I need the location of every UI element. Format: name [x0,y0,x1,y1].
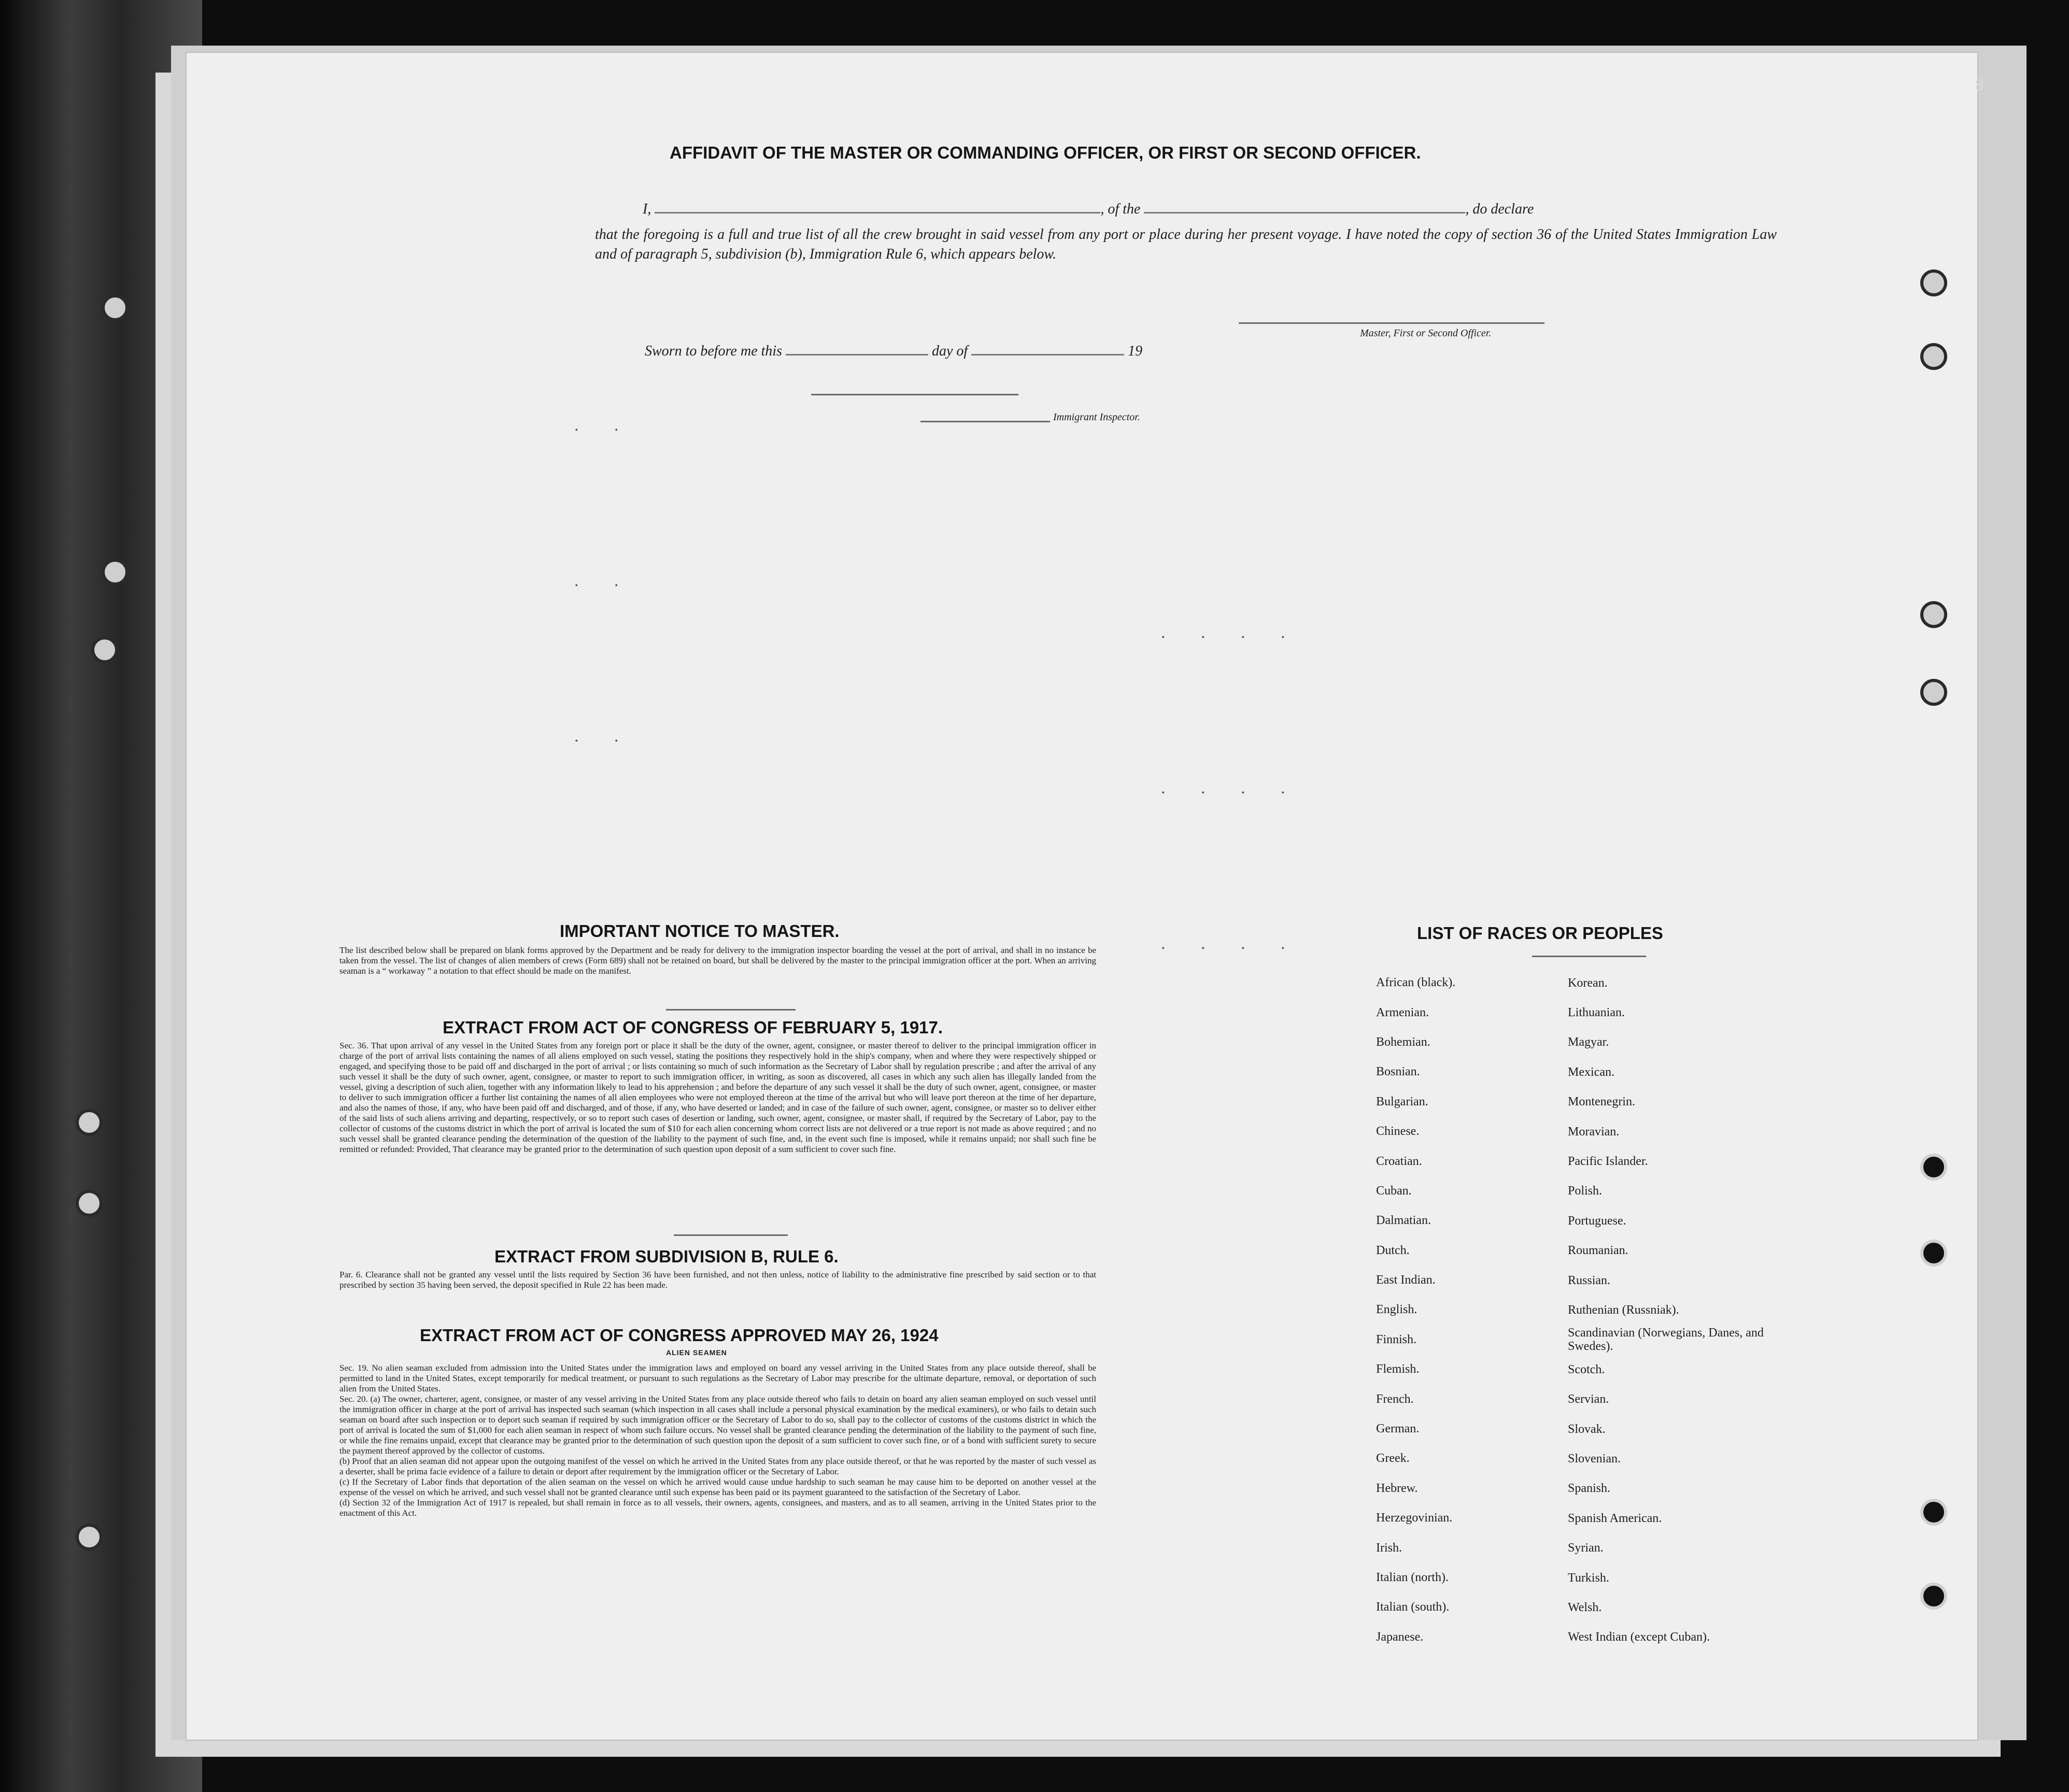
race-row [1376,1325,1785,1355]
margin-mark: 8 [1975,77,1983,94]
signature-line [1239,322,1544,324]
sworn-line [645,343,1142,360]
binder-hole [76,1524,103,1551]
race-right: Russian. [1568,1273,1611,1287]
binder-hole [76,1190,103,1217]
race-right: Spanish. [1568,1482,1611,1496]
race-left: Italian (south). [1376,1600,1450,1614]
do-declare-text: , do declare [1465,201,1534,217]
race-row [1376,998,1785,1027]
race-right: Welsh. [1568,1600,1602,1614]
extract-1924-title: EXTRACT FROM ACT OF CONGRESS APPROVED MAY 26, 1924 [420,1326,939,1345]
race-row [1376,1563,1785,1592]
race-row [1376,1236,1785,1265]
punch-hole [1920,1154,1947,1181]
race-right: Moravian. [1568,1125,1620,1139]
of-the-text: , of the [1100,201,1141,217]
sworn-day-blank[interactable] [786,354,928,355]
section-20d: (d) Section 32 of the Immigration Act of 1917 is repealed, but shall remain in force as to all vessels, their owners, agents, consignees, and masters, and as to all seamen, arriving in the United States prior to the enactment of this Act. [339,1498,1096,1518]
race-right: Scotch. [1568,1362,1605,1376]
race-left: African (black). [1376,976,1456,990]
binder-hole [76,1109,103,1136]
race-row [1376,1057,1785,1087]
manifest-page [187,53,1983,1740]
race-row [1376,1355,1785,1384]
punch-hole [1920,601,1947,628]
binder-hole [102,294,129,321]
sworn-before: Sworn to before me this [645,343,782,359]
race-left: Cuban. [1376,1184,1412,1198]
race-row [1376,1384,1785,1414]
race-row [1376,1028,1785,1057]
race-left: Japanese. [1376,1630,1424,1644]
section-19: Sec. 19. No alien seaman excluded from admission into the United States under the immigration laws and employed on board any vessel arriving in the United States from any place outside thereof, shall be permitted to land in the United States, except temporarily for medical treatment, or pursuant to such regulations as the Secretary of Labor may prescribe for the ultimate departure, removal, or deportation of such alien from the United States. [339,1363,1096,1393]
extract-rule6-text: Par. 6. Clearance shall not be granted any vessel until the lists required by Section 36 have been furnished, and not then unless, notice of liability to the administrative fine prescribed by said section or to that prescribed by section 35 having been served, the deposit specified in Rule 22 has been made. [339,1270,1096,1290]
race-right: Scandinavian (Norwegians, Danes, and Swedes). [1568,1326,1764,1354]
vessel-blank[interactable] [1144,212,1465,214]
race-row [1376,1176,1785,1206]
section-20a: Sec. 20. (a) The owner, charterer, agent, consignee, or master of any vessel arriving in the United States from any place outside thereof who fails to detain on board any alien seaman employed on such vessel until the immigration officer in charge at the port of arrival has inspected such seaman (which inspection in all cases shall include a personal physical examination by the medical examiners), or who fails to detain such seaman on board after such inspection or to deport such seaman if required by such immigration officer or the Secretary of Labor to do so, shall pay to the collector of customs of the customs district in which the port of arrival is located the sum of $1,000 for each alien seaman in respect of whom such failure occurs. No vessel shall be granted clearance pending the determination of the liability to the payment of such fine, or while the fine remains unpaid, except that clearance may be granted prior to the determination of such question upon the deposit of a sum sufficient to cover such fine, or of a bond with sufficient surety to secure the payment thereof approved by the collector of customs. [339,1394,1096,1456]
race-left: Bosnian. [1376,1065,1420,1079]
binder-hole [102,559,129,586]
rule [674,1234,788,1236]
race-right: Turkish. [1568,1571,1609,1585]
binder-hole [91,636,118,663]
extract-1917-text: Sec. 36. That upon arrival of any vessel in the United States from any foreign port or place it shall be the duty of the owner, agent, consignee, or master thereof to deliver to the principal immigration officer in charge of the port of arrival lists containing the names of all aliens employed on such vessel, stating the positions they respectively hold in the ship's company, when and where they were respectively shipped or engaged, and specifying those to be paid off and discharged in the port of arrival ; or lists containing so much of such information as the Secretary of Labor shall by regulation prescribe ; and after the arrival of any such vessel it shall be the duty of such owner, agent, consignee, or master to report to such immigration officer, in writing, as soon as discovered, all cases in which any such alien has illegally landed from the vessel, giving a description of such alien, together with any information likely to lead to his apprehension ; and before the departure of any such vessel it shall be the duty of such owner, agent, consignee, or master to deliver to such immigration officer a further list containing the names of all alien employees who were not employed thereon at the time of the arrival but who will leave port thereon at the time of her departure, and also the names of those, if any, who have been paid off and discharged, and of those, if any, who have deserted or landed; and in case of the failure of such owner, agent, consignee, or master so to deliver either of the said lists of such aliens arriving and departing, respectively, or so to report such cases of desertion or landing, such owner, agent, consignee, or master shall, if required by the Secretary of Labor, pay to the collector of customs of the customs district in which the port of arrival is located the sum of $10 for each alien concerning whom correct lists are not delivered or a true report is not made as above required ; and no such vessel shall be granted clearance pending the determination of the question of the liability to the payment of such fine, and, in the event such fine is imposed, while it remains unpaid; nor shall such fine be remitted or refunded: Provided, That clearance may be granted prior to the determination of such question upon deposit of a sum sufficient to cover such fine. [339,1041,1096,1154]
bleed-through-dots: . . . . [1161,778,1301,798]
bleed-through-dots: . . [574,727,634,746]
bleed-through-dots: . . . . [1161,623,1301,642]
extract-1924-text [339,1363,1096,1518]
race-right: Spanish American. [1568,1511,1662,1525]
race-right: Syrian. [1568,1541,1604,1555]
race-row [1376,1533,1785,1562]
race-left: Bulgarian. [1376,1094,1428,1108]
bleed-through-dots: . . . . [1161,934,1301,953]
race-row [1376,1146,1785,1176]
race-left: Hebrew. [1376,1481,1418,1495]
race-left: Greek. [1376,1452,1410,1466]
race-left: Flemish. [1376,1362,1420,1376]
punch-hole [1920,679,1947,706]
race-left: East Indian. [1376,1273,1436,1287]
punch-hole [1920,1499,1947,1526]
race-right: Roumanian. [1568,1244,1628,1258]
inspector-line [920,421,1050,422]
inspector-label: Immigrant Inspector. [1053,411,1140,423]
race-row [1376,1623,1785,1652]
race-left: Irish. [1376,1541,1402,1555]
race-row [1376,1503,1785,1533]
punch-hole [1920,269,1947,296]
races-table [1376,968,1785,1652]
race-right: Mexican. [1568,1065,1614,1079]
race-right: Servian. [1568,1392,1609,1406]
notice-text: The list described below shall be prepared on blank forms approved by the Department and be ready for delivery to the immigration inspector boarding the vessel at the port of arrival, and shall in no instance be taken from the vessel. The list of changes of alien members of crews (Form 689) shall not be retained on board, but shall be delivered by the master to the principal immigration officer at the port. When an arriving seaman is a “ workaway ” a notation to that effect should be made on the manifest. [339,945,1096,976]
rule [666,1009,796,1011]
section-20c: (c) If the Secretary of Labor finds that deportation of the alien seaman on the vessel on which he arrived would cause undue hardship to such seaman he may cause him to be deported on another vessel at the expense of the vessel on which he arrived, and such vessel shall not be granted clearance until such expense has been paid or its payment guaranteed to the satisfaction of the Secretary of Labor. [339,1477,1096,1497]
race-row [1376,1295,1785,1325]
race-right: Pacific Islander. [1568,1155,1648,1169]
race-left: Dutch. [1376,1243,1410,1257]
race-row [1376,1117,1785,1146]
race-right: Montenegrin. [1568,1095,1635,1109]
day-of-label: day of [931,343,968,359]
race-right: Korean. [1568,976,1608,990]
race-left: Bohemian. [1376,1035,1430,1049]
races-table-body [1376,968,1785,1652]
sworn-month-blank[interactable] [971,354,1124,355]
race-left: Armenian. [1376,1005,1429,1019]
race-left: Italian (north). [1376,1571,1449,1584]
race-row [1376,1414,1785,1444]
race-left: Dalmatian. [1376,1214,1431,1228]
race-row [1376,1206,1785,1235]
race-right: Slovenian. [1568,1452,1621,1466]
race-row [1376,1592,1785,1622]
race-row [1376,1474,1785,1503]
section-20b: (b) Proof that an alien seaman did not appear upon the outgoing manifest of the vessel on which he arrived in the United States from any place outside thereof, or that he was reported by the master of such vessel as a deserter, shall be prima facie evidence of a failure to detain or deport after requirement by the immigration officer or the Secretary of Labor. [339,1456,1096,1476]
affidavit-title: AFFIDAVIT OF THE MASTER OR COMMANDING OFFICER, OR FIRST OR SECOND OFFICER. [670,143,1421,162]
race-left: English. [1376,1303,1418,1317]
race-row [1376,1087,1785,1117]
bleed-through-dots: . . [574,571,634,590]
race-right: Lithuanian. [1568,1006,1625,1020]
name-blank[interactable] [655,212,1100,214]
declaration-line [643,201,1534,218]
race-row [1376,1444,1785,1473]
race-right: Slovak. [1568,1422,1606,1436]
race-right: Portuguese. [1568,1214,1626,1228]
race-right: Magyar. [1568,1035,1609,1049]
race-left: Herzegovinian. [1376,1511,1453,1525]
race-left: Chinese. [1376,1125,1420,1139]
extract-1924-subtitle: ALIEN SEAMEN [666,1348,727,1357]
extract-1917-title: EXTRACT FROM ACT OF CONGRESS OF FEBRUARY 5, 1917. [443,1018,943,1037]
extract-rule6-title: EXTRACT FROM SUBDIVISION B, RULE 6. [494,1247,839,1266]
race-right: Ruthenian (Russniak). [1568,1303,1679,1317]
affidavit-body: that the foregoing is a full and true list of all the crew brought in said vessel from any port or place during her present voyage. I have noted the copy of section 36 of the United States Immigration Law and of paragraph 5, subdivision (b), Immigration Rule 6, which appears below. [595,226,1777,262]
races-title: LIST OF RACES OR PEOPLES [1417,923,1663,943]
race-left: Finnish. [1376,1332,1417,1346]
rule [1532,956,1646,957]
race-left: Croatian. [1376,1154,1422,1168]
race-row [1376,1265,1785,1295]
punch-hole [1920,343,1947,370]
punch-hole [1920,1240,1947,1267]
race-row [1376,968,1785,998]
notice-title: IMPORTANT NOTICE TO MASTER. [560,921,840,941]
race-left: German. [1376,1422,1420,1436]
race-right: West Indian (except Cuban). [1568,1630,1710,1644]
punch-hole [1920,1583,1947,1610]
signature-label: Master, First or Second Officer. [1360,328,1492,339]
race-left: French. [1376,1392,1414,1406]
year-prefix: 19 [1128,343,1143,359]
bleed-through-dots: . . [574,416,634,435]
inspector-signature-line [811,394,1018,395]
declare-start: I, [643,201,651,217]
race-right: Polish. [1568,1184,1603,1198]
